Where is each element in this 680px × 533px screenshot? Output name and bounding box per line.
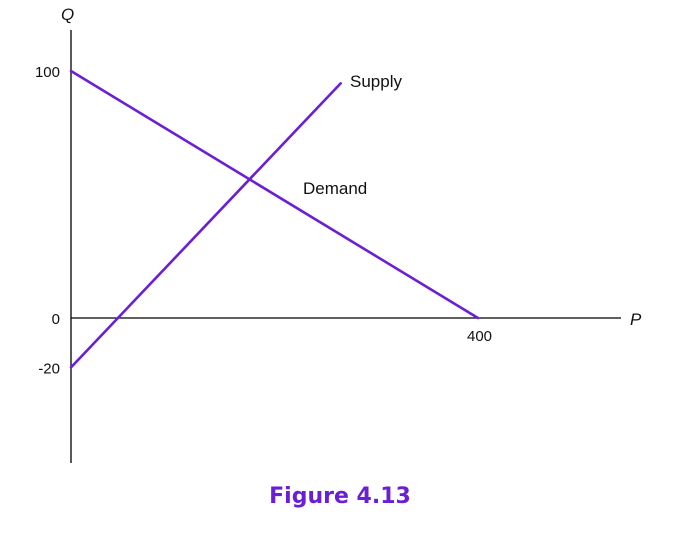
supply-line (71, 83, 341, 367)
y-tick-label-100: 100 (34, 64, 60, 81)
x-tick-label-400: 400 (467, 328, 493, 345)
y-tick-label-0: 0 (51, 311, 60, 328)
supply-label: Supply (350, 72, 402, 91)
demand-line (71, 71, 478, 318)
x-axis-title: P (630, 310, 642, 329)
y-axis-title: Q (61, 5, 75, 24)
figure-caption: Figure 4.13 (269, 484, 411, 509)
y-tick-label-minus-20: -20 (38, 360, 60, 378)
demand-label: Demand (303, 179, 368, 198)
